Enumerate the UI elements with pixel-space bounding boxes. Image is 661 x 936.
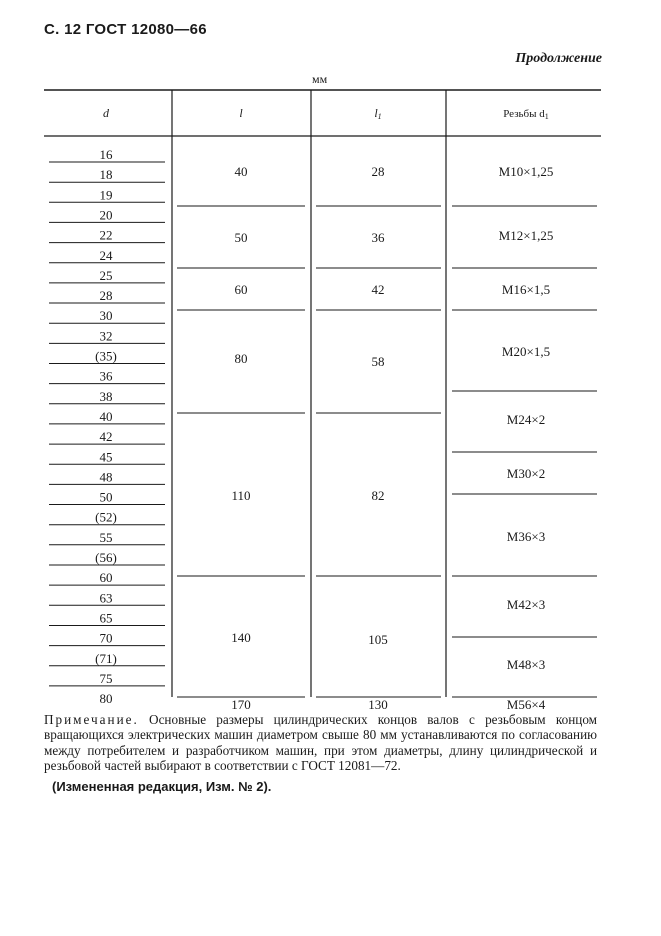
l-value: 170 — [231, 697, 251, 710]
l1-value: 58 — [371, 354, 385, 369]
d-value: 75 — [99, 670, 113, 686]
column-header-thread-main: Резьбы d — [503, 108, 545, 120]
page-header: С. 12 ГОСТ 12080—66 — [44, 21, 207, 38]
d-value: 30 — [99, 308, 113, 324]
thread-value: M48×3 — [506, 657, 546, 672]
thread-value: M16×1,5 — [501, 282, 551, 297]
thread-value: M10×1,25 — [498, 164, 554, 179]
thread-value: M42×3 — [506, 597, 546, 612]
l-value: 80 — [234, 351, 248, 366]
d-value: 36 — [99, 368, 113, 384]
l1-value: 105 — [368, 632, 388, 647]
thread-value: M12×1,25 — [498, 228, 554, 243]
l1-value: 28 — [371, 164, 385, 179]
d-value: (56) — [95, 550, 117, 565]
d-value: 32 — [99, 328, 113, 344]
table-note — [44, 712, 597, 774]
l-value: 110 — [231, 488, 251, 503]
l-value: 40 — [234, 164, 248, 179]
thread-value: M30×2 — [506, 466, 546, 481]
d-value: 38 — [99, 388, 113, 404]
d-value: (52) — [95, 509, 117, 525]
l1-value: 36 — [371, 230, 385, 245]
l-value: 50 — [234, 230, 248, 245]
amendment-note: (Измененная редакция, Изм. № 2). — [52, 779, 272, 794]
note-label: Примечание. — [44, 712, 139, 727]
column-header-l1 — [374, 106, 381, 121]
d-value: 40 — [99, 408, 113, 424]
d-value: (35) — [95, 348, 117, 364]
d-value: 70 — [99, 630, 113, 646]
d-value: 22 — [99, 227, 113, 243]
d-value: 24 — [99, 247, 113, 263]
d-value: 20 — [99, 207, 113, 223]
column-header-thread-sub: 1 — [544, 112, 549, 121]
thread-value: M24×2 — [506, 412, 546, 427]
d-value: 45 — [99, 449, 113, 465]
units-label: мм — [312, 72, 328, 86]
d-value: 55 — [99, 529, 113, 545]
column-header-l1-sub: 1 — [377, 112, 382, 121]
column-header-l: l — [239, 106, 243, 120]
d-value: 65 — [99, 610, 113, 626]
d-value: 50 — [99, 489, 113, 505]
continuation-label: Продолжение — [515, 51, 602, 66]
column-header-d: d — [103, 106, 109, 120]
note-text: Основные размеры цилиндрических концов валов с резьбовым концом вращающихся электрических машин диаметром свыше 80 мм устанавливаются по согласованию между потребителем и разработчиком машин, при этом диаметры, длину цилиндрической и резьбовой частей выбирают в соответствии с ГОСТ 12081—72. — [44, 712, 598, 774]
d-value: 16 — [99, 147, 113, 162]
l-value: 140 — [231, 630, 251, 645]
l1-value: 130 — [368, 697, 388, 710]
column-header-l1-main: l — [374, 106, 378, 120]
column-header-thread — [503, 108, 549, 121]
l1-value: 82 — [371, 488, 385, 503]
thread-value: M36×3 — [506, 529, 546, 544]
d-value: 60 — [99, 570, 113, 586]
thread-value: M20×1,5 — [501, 344, 551, 359]
d-value: 42 — [99, 429, 113, 445]
d-value: 80 — [99, 691, 113, 706]
l1-value: 42 — [371, 282, 385, 297]
d-value: 25 — [99, 267, 113, 283]
d-value: 19 — [99, 187, 113, 203]
d-value: 18 — [99, 167, 113, 183]
d-value: (71) — [95, 650, 117, 666]
thread-value: M56×4 — [506, 697, 546, 710]
d-value: 28 — [99, 288, 113, 303]
d-value: 63 — [99, 590, 113, 606]
d-value: 48 — [99, 469, 113, 485]
l-value: 60 — [234, 282, 248, 297]
